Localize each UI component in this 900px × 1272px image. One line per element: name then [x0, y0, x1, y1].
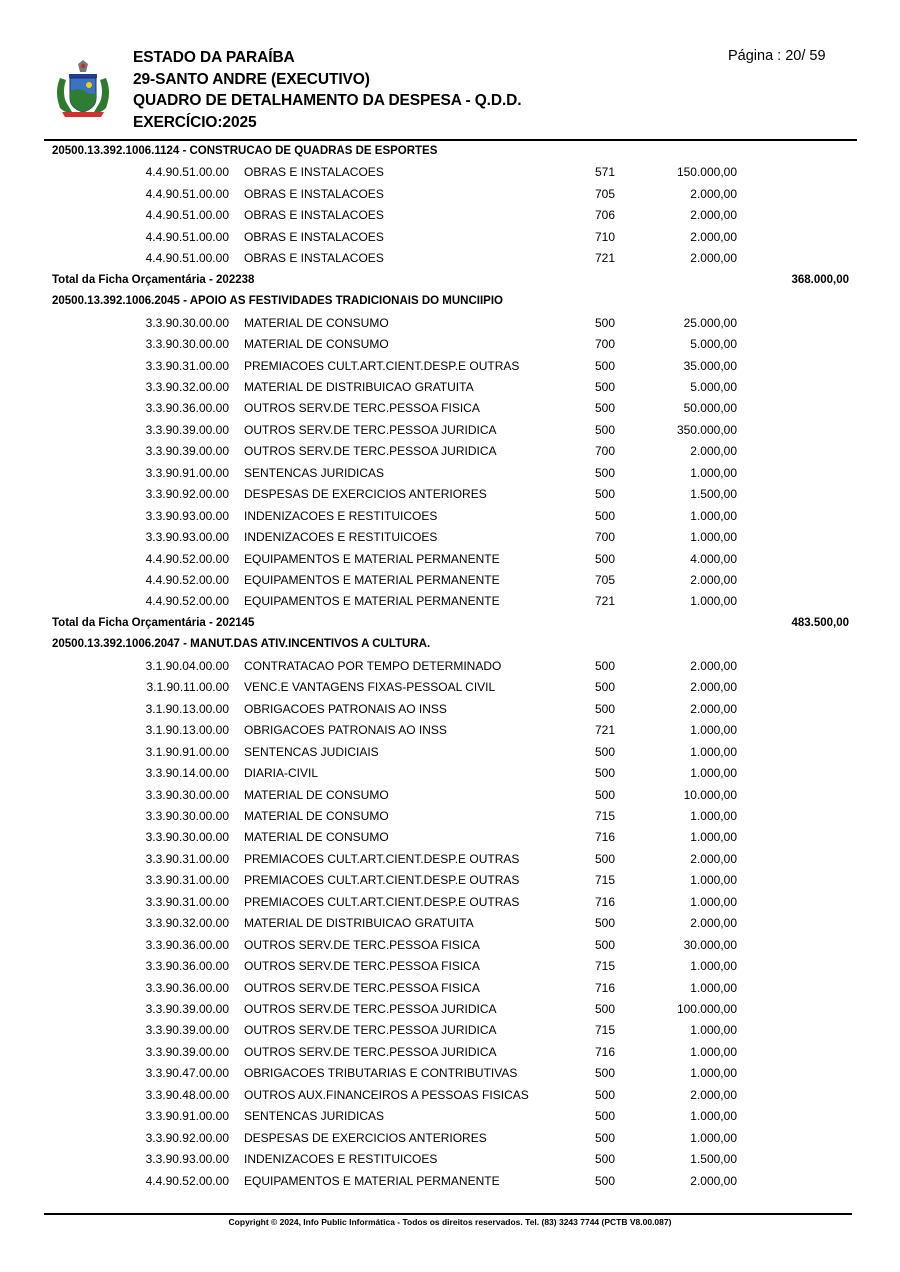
funding-source: 500 — [595, 937, 616, 952]
funding-source: 500 — [595, 1173, 616, 1188]
table-row — [0, 870, 900, 891]
expense-description: OUTROS SERV.DE TERC.PESSOA JURIDICA — [244, 422, 497, 437]
expense-code: 3.3.90.39.00.00 — [145, 1002, 229, 1016]
funding-source: 500 — [595, 1087, 616, 1102]
expense-value: 2.000,00 — [690, 916, 737, 931]
funding-source: 716 — [595, 1044, 616, 1059]
expense-value: 30.000,00 — [683, 937, 737, 952]
table-row — [0, 1085, 900, 1106]
expense-description: INDENIZACOES E RESTITUICOES — [244, 1152, 438, 1167]
table-row — [0, 656, 900, 677]
funding-source: 500 — [595, 1066, 616, 1081]
expense-description: OUTROS SERV.DE TERC.PESSOA FISICA — [244, 959, 480, 974]
expense-code: 4.4.90.51.00.00 — [145, 229, 229, 244]
total-row — [0, 613, 900, 634]
expense-code: 4.4.90.51.00.00 — [145, 251, 229, 266]
expense-description: EQUIPAMENTOS E MATERIAL PERMANENTE — [244, 573, 500, 587]
footer-divider — [44, 1213, 852, 1215]
funding-source: 500 — [595, 701, 616, 716]
funding-source: 500 — [595, 916, 616, 931]
table-row — [0, 356, 900, 377]
expense-description: EQUIPAMENTOS E MATERIAL PERMANENTE — [244, 594, 500, 609]
expense-code: 3.3.90.30.00.00 — [145, 830, 229, 845]
expense-value: 150.000,00 — [676, 165, 737, 180]
expense-value: 4.000,00 — [690, 551, 737, 566]
funding-source: 721 — [595, 251, 616, 266]
funding-source: 700 — [595, 444, 616, 459]
section-header — [0, 141, 900, 162]
funding-source: 715 — [595, 808, 616, 823]
table-row — [0, 720, 900, 741]
expense-value: 2.000,00 — [690, 1087, 737, 1102]
table-row — [0, 591, 900, 612]
expense-value: 2.000,00 — [690, 573, 737, 587]
expense-value: 1.000,00 — [690, 830, 737, 845]
table-row — [0, 892, 900, 913]
expense-code: 3.3.90.30.00.00 — [145, 808, 229, 823]
expense-code: 3.1.90.13.00.00 — [145, 701, 229, 716]
expense-description: CONTRATACAO POR TEMPO DETERMINADO — [244, 658, 502, 673]
funding-source: 500 — [595, 851, 616, 866]
expense-value: 5.000,00 — [690, 379, 737, 394]
total-value: 483.500,00 — [791, 616, 849, 629]
expense-code: 3.1.90.04.00.00 — [145, 658, 229, 673]
expense-code: 3.3.90.91.00.00 — [145, 1109, 229, 1124]
expense-code: 3.3.90.39.00.00 — [145, 422, 229, 437]
table-row — [0, 1171, 900, 1192]
expense-description: EQUIPAMENTOS E MATERIAL PERMANENTE — [244, 551, 500, 566]
expense-value: 1.500,00 — [690, 487, 737, 502]
expense-value: 1.000,00 — [690, 766, 737, 781]
table-row — [0, 1106, 900, 1127]
expense-description: PREMIACOES CULT.ART.CIENT.DESP.E OUTRAS — [244, 873, 520, 888]
table-row — [0, 913, 900, 934]
section-title: 20500.13.392.1006.2045 - APOIO AS FESTIVIDADES TRADICIONAIS DO MUNCIIPIO — [52, 295, 503, 308]
expense-value: 1.000,00 — [690, 465, 737, 480]
funding-source: 500 — [595, 465, 616, 480]
funding-source: 715 — [595, 1023, 616, 1038]
expense-code: 3.3.90.39.00.00 — [145, 444, 229, 459]
table-row — [0, 677, 900, 698]
expense-description: MATERIAL DE DISTRIBUICAO GRATUITA — [244, 379, 474, 394]
section-title: 20500.13.392.1006.2047 - MANUT.DAS ATIV.INCENTIVOS A CULTURA. — [52, 638, 431, 651]
expense-code: 4.4.90.51.00.00 — [145, 165, 229, 180]
funding-source: 715 — [595, 873, 616, 888]
state-name: ESTADO DA PARAÍBA — [133, 49, 295, 66]
copyright-notice: Copyright © 2024, Info Public Informática - Todos os direitos reservados. Tel. (83) 3243 7744 (PCTB V8.00.087) — [228, 1217, 672, 1227]
expense-value: 1.000,00 — [690, 808, 737, 823]
table-row — [0, 785, 900, 806]
report-header — [0, 0, 900, 140]
expense-description: OUTROS AUX.FINANCEIROS A PESSOAS FISICAS — [244, 1087, 529, 1102]
expense-code: 3.3.90.31.00.00 — [145, 358, 229, 373]
expense-code: 3.1.90.91.00.00 — [145, 744, 229, 759]
expense-description: SENTENCAS JURIDICAS — [244, 465, 385, 480]
total-row — [0, 270, 900, 291]
funding-source: 500 — [595, 1109, 616, 1124]
funding-source: 716 — [595, 894, 616, 909]
expense-code: 3.3.90.30.00.00 — [145, 787, 229, 802]
expense-description: MATERIAL DE CONSUMO — [244, 315, 389, 330]
expense-description: OUTROS SERV.DE TERC.PESSOA JURIDICA — [244, 444, 497, 459]
expense-value: 2.000,00 — [690, 680, 737, 695]
expense-code: 3.3.90.32.00.00 — [145, 379, 229, 394]
expense-code: 3.3.90.39.00.00 — [145, 1023, 229, 1038]
expense-code: 3.3.90.36.00.00 — [145, 980, 229, 995]
expense-code: 3.3.90.92.00.00 — [145, 487, 229, 502]
expense-code: 4.4.90.51.00.00 — [145, 208, 229, 223]
table-row — [0, 205, 900, 226]
funding-source: 571 — [595, 165, 616, 180]
expense-value: 1.000,00 — [690, 508, 737, 523]
expense-description: MATERIAL DE CONSUMO — [244, 337, 389, 352]
table-row — [0, 506, 900, 527]
expense-description: OUTROS SERV.DE TERC.PESSOA JURIDICA — [244, 1044, 497, 1059]
expense-description: OBRIGACOES TRIBUTARIAS E CONTRIBUTIVAS — [244, 1066, 518, 1081]
expense-value: 2.000,00 — [690, 658, 737, 673]
expense-code: 3.1.90.13.00.00 — [145, 723, 229, 738]
page-number: Página : 20/ 59 — [728, 48, 826, 64]
expense-description: DESPESAS DE EXERCICIOS ANTERIORES — [244, 487, 487, 502]
table-row — [0, 570, 900, 591]
expense-code: 3.3.90.93.00.00 — [145, 1152, 229, 1167]
expense-value: 50.000,00 — [683, 401, 737, 416]
expense-description: PREMIACOES CULT.ART.CIENT.DESP.E OUTRAS — [244, 894, 520, 909]
expense-code: 3.1.90.11.00.00 — [146, 680, 229, 695]
expense-description: OUTROS SERV.DE TERC.PESSOA JURIDICA — [244, 1023, 497, 1038]
funding-source: 721 — [595, 723, 616, 738]
report-title: QUADRO DE DETALHAMENTO DA DESPESA - Q.D.D. — [133, 92, 522, 109]
expense-description: OUTROS SERV.DE TERC.PESSOA JURIDICA — [244, 1002, 497, 1016]
expense-description: OBRAS E INSTALACOES — [244, 229, 384, 244]
fiscal-year: EXERCÍCIO:2025 — [133, 113, 257, 131]
funding-source: 716 — [595, 830, 616, 845]
expense-description: OBRIGACOES PATRONAIS AO INSS — [244, 701, 447, 716]
expense-value: 1.000,00 — [690, 1023, 737, 1038]
table-row — [0, 1063, 900, 1084]
expense-code: 3.3.90.14.00.00 — [145, 766, 229, 781]
expense-value: 1.500,00 — [690, 1152, 737, 1167]
expense-code: 4.4.90.51.00.00 — [145, 186, 229, 201]
expense-value: 1.000,00 — [690, 530, 737, 545]
expense-value: 1.000,00 — [690, 594, 737, 609]
expense-code: 3.3.90.32.00.00 — [145, 916, 229, 931]
table-row — [0, 699, 900, 720]
expense-description: INDENIZACOES E RESTITUICOES — [244, 508, 438, 523]
coat-of-arms-icon — [52, 58, 114, 120]
table-row — [0, 227, 900, 248]
funding-source: 705 — [595, 573, 616, 587]
expense-code: 3.3.90.36.00.00 — [145, 959, 229, 974]
funding-source: 500 — [595, 1152, 616, 1167]
expense-description: OBRAS E INSTALACOES — [244, 208, 384, 223]
expense-code: 3.3.90.91.00.00 — [145, 465, 229, 480]
expense-value: 100.000,00 — [676, 1002, 737, 1016]
expense-description: OUTROS SERV.DE TERC.PESSOA FISICA — [244, 980, 480, 995]
expense-description: OUTROS SERV.DE TERC.PESSOA FISICA — [244, 401, 480, 416]
funding-source: 500 — [595, 401, 616, 416]
entity-name: 29-SANTO ANDRE (EXECUTIVO) — [133, 70, 370, 88]
table-row — [0, 248, 900, 269]
expense-value: 2.000,00 — [690, 208, 737, 223]
table-row — [0, 549, 900, 570]
expense-description: MATERIAL DE CONSUMO — [244, 787, 389, 802]
section-title: 20500.13.392.1006.1124 - CONSTRUCAO DE QUADRAS DE ESPORTES — [52, 145, 438, 157]
funding-source: 715 — [595, 959, 616, 974]
table-row — [0, 956, 900, 977]
expense-code: 3.3.90.30.00.00 — [145, 315, 229, 330]
expense-value: 5.000,00 — [690, 337, 737, 352]
funding-source: 716 — [595, 980, 616, 995]
expense-code: 3.3.90.39.00.00 — [145, 1044, 229, 1059]
expense-value: 1.000,00 — [690, 980, 737, 995]
expense-code: 3.3.90.48.00.00 — [145, 1087, 229, 1102]
expense-value: 2.000,00 — [690, 251, 737, 266]
expense-value: 1.000,00 — [690, 744, 737, 759]
table-row — [0, 484, 900, 505]
funding-source: 500 — [595, 508, 616, 523]
funding-source: 706 — [595, 208, 616, 223]
expense-value: 1.000,00 — [690, 723, 737, 738]
expense-description: VENC.E VANTAGENS FIXAS-PESSOAL CIVIL — [244, 680, 496, 695]
funding-source: 500 — [595, 1002, 616, 1016]
expense-description: OUTROS SERV.DE TERC.PESSOA FISICA — [244, 937, 480, 952]
expense-code: 3.3.90.36.00.00 — [145, 401, 229, 416]
expense-code: 3.3.90.31.00.00 — [145, 873, 229, 888]
table-row — [0, 742, 900, 763]
expense-description: DESPESAS DE EXERCICIOS ANTERIORES — [244, 1130, 487, 1145]
table-row — [0, 1042, 900, 1063]
funding-source: 500 — [595, 487, 616, 502]
expense-code: 3.3.90.31.00.00 — [145, 851, 229, 866]
table-row — [0, 935, 900, 956]
table-row — [0, 162, 900, 183]
expense-code: 4.4.90.52.00.00 — [145, 594, 229, 609]
funding-source: 500 — [595, 551, 616, 566]
expense-description: PREMIACOES CULT.ART.CIENT.DESP.E OUTRAS — [244, 358, 520, 373]
expense-code: 3.3.90.36.00.00 — [145, 937, 229, 952]
expense-description: SENTENCAS JUDICIAIS — [244, 744, 379, 759]
table-row — [0, 463, 900, 484]
funding-source: 705 — [595, 186, 616, 201]
expense-description: MATERIAL DE CONSUMO — [244, 808, 389, 823]
funding-source: 500 — [595, 787, 616, 802]
table-row — [0, 441, 900, 462]
table-row — [0, 1020, 900, 1041]
table-row — [0, 827, 900, 848]
funding-source: 500 — [595, 379, 616, 394]
expense-description: PREMIACOES CULT.ART.CIENT.DESP.E OUTRAS — [244, 851, 520, 866]
expense-description: DIARIA-CIVIL — [244, 766, 319, 781]
expense-description: EQUIPAMENTOS E MATERIAL PERMANENTE — [244, 1173, 500, 1188]
expense-code: 3.3.90.31.00.00 — [145, 894, 229, 909]
total-label: Total da Ficha Orçamentária - 202145 — [52, 616, 255, 629]
funding-source: 500 — [595, 422, 616, 437]
expense-description: SENTENCAS JURIDICAS — [244, 1109, 385, 1124]
expense-description: OBRAS E INSTALACOES — [244, 186, 384, 201]
table-row — [0, 849, 900, 870]
funding-source: 700 — [595, 530, 616, 545]
section-header — [0, 291, 900, 312]
expense-code: 4.4.90.52.00.00 — [145, 1173, 229, 1188]
expense-value: 2.000,00 — [690, 229, 737, 244]
table-row — [0, 313, 900, 334]
expense-description: OBRIGACOES PATRONAIS AO INSS — [244, 723, 447, 738]
expense-value: 1.000,00 — [690, 873, 737, 888]
expense-code: 4.4.90.52.00.00 — [145, 551, 229, 566]
expense-description: OBRAS E INSTALACOES — [244, 165, 384, 180]
funding-source: 500 — [595, 766, 616, 781]
table-row — [0, 377, 900, 398]
expense-value: 10.000,00 — [683, 787, 737, 802]
expense-value: 2.000,00 — [690, 444, 737, 459]
expense-value: 2.000,00 — [690, 186, 737, 201]
table-row — [0, 1128, 900, 1149]
funding-source: 500 — [595, 658, 616, 673]
expense-value: 25.000,00 — [683, 315, 737, 330]
expense-code: 3.3.90.92.00.00 — [145, 1130, 229, 1145]
table-row — [0, 978, 900, 999]
expense-value: 1.000,00 — [690, 1109, 737, 1124]
total-value: 368.000,00 — [791, 273, 849, 286]
table-row — [0, 999, 900, 1020]
expense-code: 4.4.90.52.00.00 — [145, 573, 229, 587]
expense-description: MATERIAL DE DISTRIBUICAO GRATUITA — [244, 916, 474, 931]
table-row — [0, 420, 900, 441]
funding-source: 500 — [595, 1130, 616, 1145]
expense-value: 1.000,00 — [690, 894, 737, 909]
funding-source: 710 — [595, 229, 616, 244]
expense-value: 1.000,00 — [690, 959, 737, 974]
expense-description: OBRAS E INSTALACOES — [244, 251, 384, 266]
table-row — [0, 806, 900, 827]
expense-value: 2.000,00 — [690, 1173, 737, 1188]
funding-source: 500 — [595, 680, 616, 695]
section-header — [0, 634, 900, 655]
expense-value: 1.000,00 — [690, 1044, 737, 1059]
expense-value: 350.000,00 — [676, 422, 737, 437]
table-row — [0, 184, 900, 205]
funding-source: 700 — [595, 337, 616, 352]
total-label: Total da Ficha Orçamentária - 202238 — [52, 273, 255, 286]
expense-value: 2.000,00 — [690, 701, 737, 716]
funding-source: 500 — [595, 744, 616, 759]
funding-source: 721 — [595, 594, 616, 609]
table-row — [0, 398, 900, 419]
expense-code: 3.3.90.93.00.00 — [145, 508, 229, 523]
funding-source: 500 — [595, 315, 616, 330]
expense-code: 3.3.90.93.00.00 — [145, 530, 229, 545]
expense-value: 2.000,00 — [690, 851, 737, 866]
expense-value: 35.000,00 — [683, 358, 737, 373]
expense-code: 3.3.90.30.00.00 — [145, 337, 229, 352]
expense-value: 1.000,00 — [690, 1130, 737, 1145]
expense-description: INDENIZACOES E RESTITUICOES — [244, 530, 438, 545]
report-titles — [133, 47, 522, 133]
expense-description: MATERIAL DE CONSUMO — [244, 830, 389, 845]
table-row — [0, 1149, 900, 1170]
table-row — [0, 763, 900, 784]
expense-value: 1.000,00 — [690, 1066, 737, 1081]
funding-source: 500 — [595, 358, 616, 373]
expense-code: 3.3.90.47.00.00 — [145, 1066, 229, 1081]
table-row — [0, 527, 900, 548]
table-row — [0, 334, 900, 355]
